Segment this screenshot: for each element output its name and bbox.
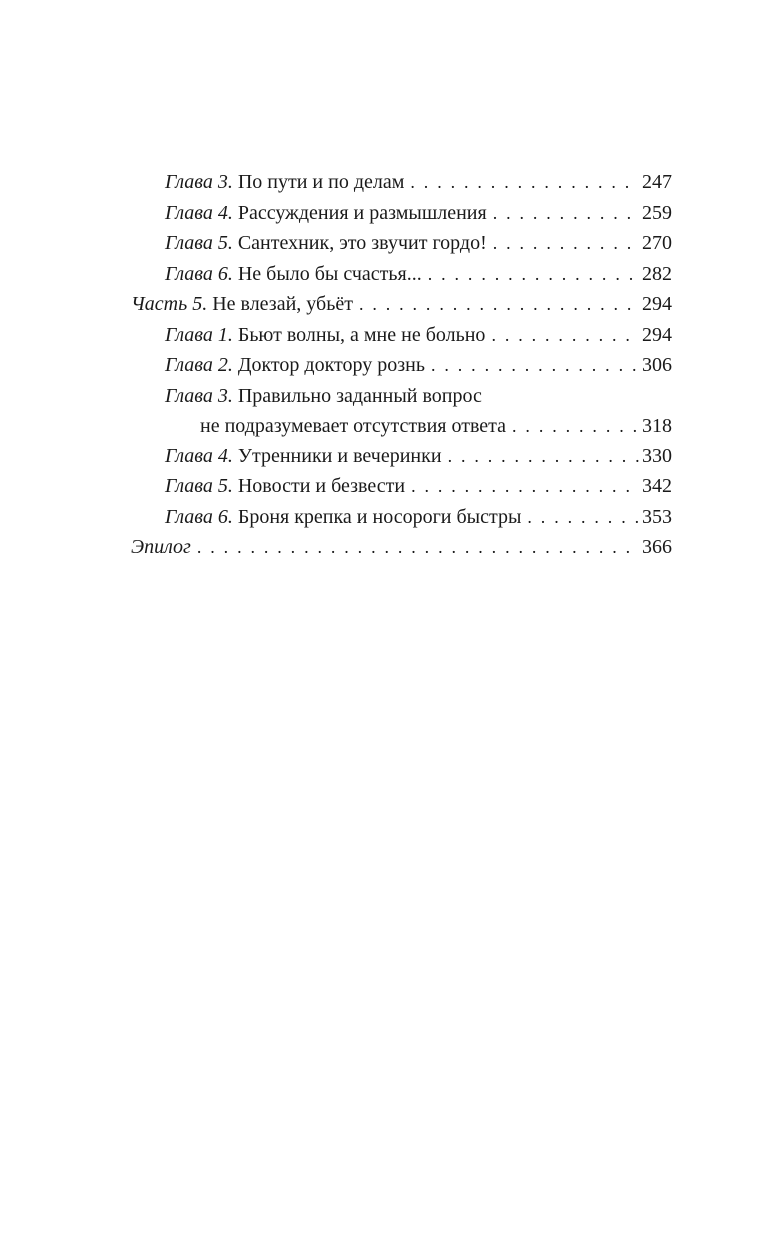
dot-leader bbox=[428, 259, 639, 290]
table-of-contents bbox=[131, 167, 672, 563]
toc-entry[interactable] bbox=[131, 228, 672, 259]
dot-leader bbox=[493, 198, 639, 229]
toc-entry[interactable] bbox=[131, 471, 672, 502]
page-number: 247 bbox=[642, 171, 672, 193]
dot-leader bbox=[411, 471, 639, 502]
page-number: 306 bbox=[642, 354, 672, 376]
page-number: 330 bbox=[642, 444, 672, 467]
entry-title-continuation: не подразумевает отсутствия ответа bbox=[200, 414, 507, 437]
dot-leader bbox=[527, 502, 639, 533]
entry-title: Не влезай, убьёт bbox=[212, 293, 353, 315]
chapter-label: Глава 1. bbox=[165, 323, 233, 346]
chapter-label: Глава 6. bbox=[165, 505, 233, 528]
toc-entry[interactable] bbox=[131, 502, 672, 533]
page-number: 282 bbox=[642, 262, 672, 285]
toc-entry[interactable] bbox=[131, 320, 672, 351]
toc-entry-multiline[interactable] bbox=[131, 381, 672, 441]
chapter-label: Глава 3. bbox=[165, 384, 233, 407]
page-number: 342 bbox=[642, 475, 672, 497]
entry-title: Броня крепка и носороги быстры bbox=[237, 505, 522, 528]
entry-title: Рассуждения и размышления bbox=[237, 201, 487, 224]
dot-leader bbox=[197, 532, 639, 563]
toc-entry[interactable] bbox=[131, 259, 672, 290]
chapter-label: Глава 4. bbox=[165, 201, 233, 224]
page-number: 270 bbox=[642, 232, 672, 254]
chapter-label: Глава 6. bbox=[165, 262, 233, 285]
dot-leader bbox=[512, 411, 639, 441]
chapter-label: Глава 5. bbox=[165, 232, 233, 254]
entry-title: Не было бы счастья... bbox=[237, 262, 422, 285]
entry-title: Доктор доктору рознь bbox=[237, 354, 425, 376]
page-number: 318 bbox=[642, 414, 672, 437]
page-number: 294 bbox=[642, 323, 672, 346]
toc-entry-part[interactable] bbox=[131, 289, 672, 320]
chapter-label: Глава 4. bbox=[165, 444, 233, 467]
entry-title: Новости и безвести bbox=[237, 475, 406, 497]
entry-title: Утренники и вечеринки bbox=[237, 444, 442, 467]
page-number: 259 bbox=[642, 201, 672, 224]
dot-leader bbox=[448, 441, 639, 472]
toc-entry[interactable] bbox=[131, 167, 672, 198]
dot-leader bbox=[431, 350, 639, 381]
chapter-label: Глава 2. bbox=[165, 354, 233, 376]
page-number: 294 bbox=[642, 293, 672, 315]
toc-entry[interactable] bbox=[131, 441, 672, 472]
toc-entry[interactable] bbox=[131, 350, 672, 381]
dot-leader bbox=[493, 228, 639, 259]
part-label: Часть 5. bbox=[131, 293, 208, 315]
entry-title: По пути и по делам bbox=[237, 171, 405, 193]
page-number: 353 bbox=[642, 505, 672, 528]
chapter-label: Глава 3. bbox=[165, 171, 233, 193]
entry-title: Правильно заданный вопрос bbox=[237, 384, 482, 407]
dot-leader bbox=[410, 167, 639, 198]
entry-title: Сантехник, это звучит гордо! bbox=[237, 232, 487, 254]
dot-leader bbox=[491, 320, 639, 351]
epilogue-label: Эпилог bbox=[131, 536, 191, 558]
chapter-label: Глава 5. bbox=[165, 475, 233, 497]
toc-entry-epilogue[interactable] bbox=[131, 532, 672, 563]
dot-leader bbox=[359, 289, 639, 320]
page-number: 366 bbox=[642, 536, 672, 558]
entry-title: Бьют волны, а мне не больно bbox=[237, 323, 486, 346]
toc-entry[interactable] bbox=[131, 198, 672, 229]
